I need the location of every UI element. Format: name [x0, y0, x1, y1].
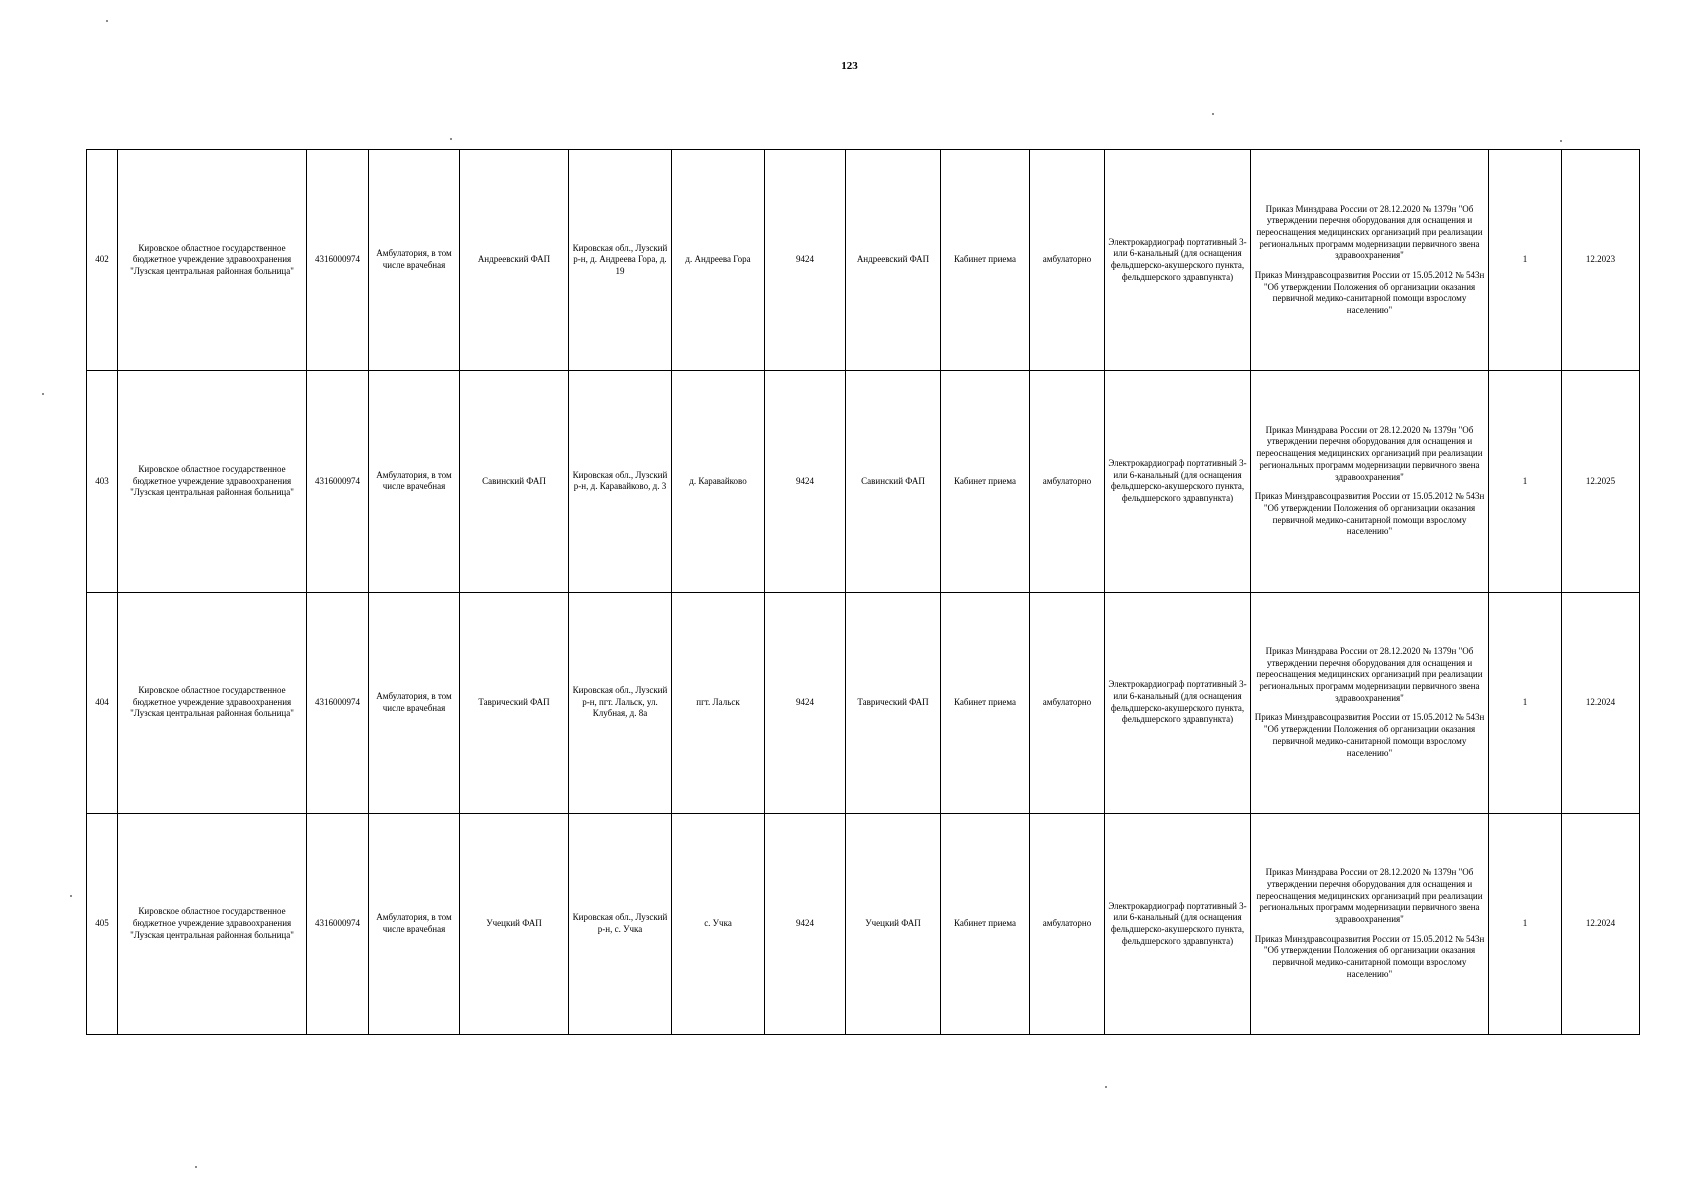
regulation-cell [1251, 150, 1489, 371]
unit-name-cell: Савинский ФАП [460, 371, 569, 592]
scan-speck [70, 895, 72, 897]
row-number-cell: 402 [87, 150, 118, 371]
unit-type-cell: Амбулатория, в том числе врачебная [369, 150, 460, 371]
date-cell: 12.2023 [1562, 150, 1640, 371]
quantity-cell: 1 [1489, 371, 1562, 592]
row-number-cell: 405 [87, 813, 118, 1034]
organization-cell: Кировское областное государственное бюджетное учреждение здравоохранения "Лузская центральная районная больница" [118, 592, 307, 813]
regulation-order-543n: Приказ Минздравсоцразвития России от 15.05.2012 № 543н "Об утверждении Положения об организации оказания первичной медико-санитарной помощи взрослому населению" [1254, 491, 1485, 537]
room-cell: Кабинет приема [941, 371, 1030, 592]
locality-cell: с. Учка [672, 813, 765, 1034]
address-cell: Кировская обл., Лузский р-н, с. Учка [569, 813, 672, 1034]
regulation-order-543n: Приказ Минздравсоцразвития России от 15.05.2012 № 543н "Об утверждении Положения об организации оказания первичной медико-санитарной помощи взрослому населению" [1254, 712, 1485, 758]
inn-cell: 4316000974 [307, 813, 369, 1034]
fap-cell: Андреевский ФАП [846, 150, 941, 371]
scan-speck [1212, 113, 1214, 115]
table-row [87, 371, 1640, 592]
quantity-cell: 1 [1489, 813, 1562, 1034]
address-cell: Кировская обл., Лузский р-н, д. Каравайково, д. 3 [569, 371, 672, 592]
regulation-order-543n: Приказ Минздравсоцразвития России от 15.05.2012 № 543н "Об утверждении Положения об организации оказания первичной медико-санитарной помощи взрослому населению" [1254, 269, 1485, 316]
organization-cell: Кировское областное государственное бюджетное учреждение здравоохранения "Лузская центральная районная больница" [118, 371, 307, 592]
inn-cell: 4316000974 [307, 371, 369, 592]
unit-type-cell: Амбулатория, в том числе врачебная [369, 813, 460, 1034]
regulation-order-1379n: Приказ Минздрава России от 28.12.2020 № 1379н "Об утверждении перечня оборудования для оснащения и переоснащения медицинских организаций при реализации региональных программ модернизации первичного звена здравоохранения" [1256, 867, 1483, 925]
regulation-cell [1251, 813, 1489, 1034]
inn-cell: 4316000974 [307, 150, 369, 371]
row-number-cell: 404 [87, 592, 118, 813]
equipment-cell: Электрокардиограф портативный 3- или 6-канальный (для оснащения фельдшерско-акушерского пункта, фельдшерского здравпункта) [1105, 592, 1251, 813]
fap-cell: Савинский ФАП [846, 371, 941, 592]
equipment-register-table [86, 149, 1640, 1035]
organization-cell: Кировское областное государственное бюджетное учреждение здравоохранения "Лузская центральная районная больница" [118, 150, 307, 371]
scan-speck [450, 138, 452, 140]
unit-type-cell: Амбулатория, в том числе врачебная [369, 371, 460, 592]
scan-speck [1105, 1086, 1107, 1088]
care-type-cell: амбулаторно [1030, 150, 1105, 371]
table-row [87, 592, 1640, 813]
code-cell: 9424 [765, 592, 846, 813]
date-cell: 12.2024 [1562, 813, 1640, 1034]
equipment-cell: Электрокардиограф портативный 3- или 6-канальный (для оснащения фельдшерско-акушерского пункта, фельдшерского здравпункта) [1105, 813, 1251, 1034]
inn-cell: 4316000974 [307, 592, 369, 813]
care-type-cell: амбулаторно [1030, 371, 1105, 592]
quantity-cell: 1 [1489, 592, 1562, 813]
date-cell: 12.2025 [1562, 371, 1640, 592]
regulation-cell [1251, 592, 1489, 813]
scan-speck [1560, 140, 1562, 142]
row-number-cell: 403 [87, 371, 118, 592]
equipment-cell: Электрокардиограф портативный 3- или 6-канальный (для оснащения фельдшерско-акушерского пункта, фельдшерского здравпункта) [1105, 371, 1251, 592]
unit-name-cell: Андреевский ФАП [460, 150, 569, 371]
scan-speck [195, 1166, 197, 1168]
table-row [87, 150, 1640, 371]
code-cell: 9424 [765, 150, 846, 371]
care-type-cell: амбулаторно [1030, 592, 1105, 813]
regulation-order-1379n: Приказ Минздрава России от 28.12.2020 № 1379н "Об утверждении перечня оборудования для оснащения и переоснащения медицинских организаций при реализации региональных программ модернизации первичного звена здравоохранения" [1256, 424, 1483, 482]
room-cell: Кабинет приема [941, 813, 1030, 1034]
room-cell: Кабинет приема [941, 592, 1030, 813]
locality-cell: пгт. Лальск [672, 592, 765, 813]
locality-cell: д. Андреева Гора [672, 150, 765, 371]
fap-cell: Учецкий ФАП [846, 813, 941, 1034]
locality-cell: д. Каравайково [672, 371, 765, 592]
regulation-order-1379n: Приказ Минздрава России от 28.12.2020 № 1379н "Об утверждении перечня оборудования для оснащения и переоснащения медицинских организаций при реализации региональных программ модернизации первичного звена здравоохранения" [1256, 203, 1483, 261]
page-number: 123 [841, 60, 858, 72]
address-cell: Кировская обл., Лузский р-н, д. Андреева Гора, д. 19 [569, 150, 672, 371]
scan-speck [106, 20, 108, 22]
regulation-order-543n: Приказ Минздравсоцразвития России от 15.05.2012 № 543н "Об утверждении Положения об организации оказания первичной медико-санитарной помощи взрослому населению" [1254, 933, 1485, 979]
quantity-cell: 1 [1489, 150, 1562, 371]
unit-name-cell: Таврический ФАП [460, 592, 569, 813]
fap-cell: Таврический ФАП [846, 592, 941, 813]
unit-name-cell: Учецкий ФАП [460, 813, 569, 1034]
address-cell: Кировская обл., Лузский р-н, пгт. Лальск, ул. Клубная, д. 8а [569, 592, 672, 813]
unit-type-cell: Амбулатория, в том числе врачебная [369, 592, 460, 813]
organization-cell: Кировское областное государственное бюджетное учреждение здравоохранения "Лузская центральная районная больница" [118, 813, 307, 1034]
regulation-order-1379n: Приказ Минздрава России от 28.12.2020 № 1379н "Об утверждении перечня оборудования для оснащения и переоснащения медицинских организаций при реализации региональных программ модернизации первичного звена здравоохранения" [1256, 646, 1483, 703]
equipment-cell: Электрокардиограф портативный 3- или 6-канальный (для оснащения фельдшерско-акушерского пункта, фельдшерского здравпункта) [1105, 150, 1251, 371]
code-cell: 9424 [765, 813, 846, 1034]
scan-speck [42, 393, 44, 395]
regulation-cell [1251, 371, 1489, 592]
code-cell: 9424 [765, 371, 846, 592]
care-type-cell: амбулаторно [1030, 813, 1105, 1034]
date-cell: 12.2024 [1562, 592, 1640, 813]
room-cell: Кабинет приема [941, 150, 1030, 371]
table-row [87, 813, 1640, 1034]
